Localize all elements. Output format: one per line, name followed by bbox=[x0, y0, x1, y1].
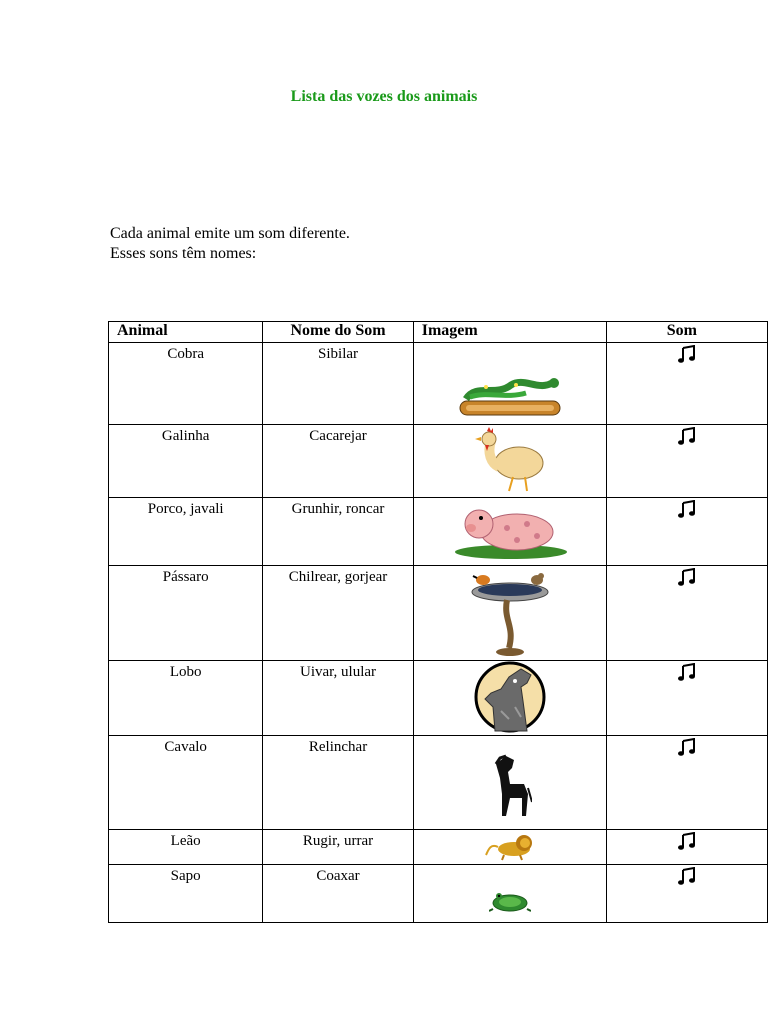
table-row bbox=[109, 566, 768, 661]
header-sound: Som bbox=[606, 322, 767, 343]
animal-cell: Pássaro bbox=[109, 566, 263, 661]
image-cell bbox=[413, 498, 606, 566]
sound-cell[interactable] bbox=[606, 661, 767, 736]
animal-cell: Porco, javali bbox=[109, 498, 263, 566]
animal-cell: Lobo bbox=[109, 661, 263, 736]
sound-cell[interactable] bbox=[606, 830, 767, 865]
sound-name-cell: Grunhir, roncar bbox=[263, 498, 413, 566]
intro-line-1: Cada animal emite um som diferente. bbox=[110, 225, 350, 242]
page-title: Lista das vozes dos animais bbox=[290, 88, 478, 105]
animal-cell: Galinha bbox=[109, 425, 263, 498]
music-note-icon[interactable] bbox=[677, 832, 697, 852]
animal-sounds-table bbox=[108, 321, 768, 923]
music-note-icon[interactable] bbox=[677, 738, 697, 758]
sound-cell[interactable] bbox=[606, 498, 767, 566]
intro-text bbox=[110, 224, 350, 264]
animal-cell: Sapo bbox=[109, 865, 263, 923]
sound-cell[interactable] bbox=[606, 425, 767, 498]
image-cell bbox=[413, 736, 606, 830]
music-note-icon[interactable] bbox=[677, 568, 697, 588]
wolf-icon bbox=[471, 661, 549, 733]
image-cell bbox=[413, 830, 606, 865]
sound-name-cell: Chilrear, gorjear bbox=[263, 566, 413, 661]
animal-cell: Leão bbox=[109, 830, 263, 865]
sound-name-cell: Relinchar bbox=[263, 736, 413, 830]
sound-cell[interactable] bbox=[606, 343, 767, 425]
pig-icon bbox=[451, 500, 569, 560]
image-cell bbox=[413, 566, 606, 661]
intro-line-2: Esses sons têm nomes: bbox=[110, 245, 257, 262]
header-animal: Animal bbox=[109, 322, 263, 343]
header-sound-name: Nome do Som bbox=[263, 322, 413, 343]
music-note-icon[interactable] bbox=[677, 500, 697, 520]
sound-cell[interactable] bbox=[606, 566, 767, 661]
sound-name-cell: Rugir, urrar bbox=[263, 830, 413, 865]
music-note-icon[interactable] bbox=[677, 345, 697, 365]
chicken-icon bbox=[473, 427, 547, 495]
table-row bbox=[109, 498, 768, 566]
table-row bbox=[109, 830, 768, 865]
header-image: Imagem bbox=[413, 322, 606, 343]
snake-icon bbox=[456, 373, 564, 419]
sound-cell[interactable] bbox=[606, 865, 767, 923]
sound-name-cell: Coaxar bbox=[263, 865, 413, 923]
sound-name-cell: Sibilar bbox=[263, 343, 413, 425]
music-note-icon[interactable] bbox=[677, 663, 697, 683]
table-row bbox=[109, 425, 768, 498]
sound-name-cell: Uivar, ulular bbox=[263, 661, 413, 736]
image-cell bbox=[413, 343, 606, 425]
image-cell bbox=[413, 661, 606, 736]
sound-cell[interactable] bbox=[606, 736, 767, 830]
image-cell bbox=[413, 865, 606, 923]
animal-cell: Cobra bbox=[109, 343, 263, 425]
sound-name-cell: Cacarejar bbox=[263, 425, 413, 498]
animal-cell: Cavalo bbox=[109, 736, 263, 830]
horse-icon bbox=[488, 754, 532, 820]
frog-icon bbox=[489, 889, 531, 913]
music-note-icon[interactable] bbox=[677, 867, 697, 887]
lion-icon bbox=[484, 833, 536, 861]
bird-bath-icon bbox=[469, 570, 551, 658]
table-header-row bbox=[109, 322, 768, 343]
table-row bbox=[109, 736, 768, 830]
image-cell bbox=[413, 425, 606, 498]
table-row bbox=[109, 661, 768, 736]
table-row bbox=[109, 343, 768, 425]
table-row bbox=[109, 865, 768, 923]
music-note-icon[interactable] bbox=[677, 427, 697, 447]
